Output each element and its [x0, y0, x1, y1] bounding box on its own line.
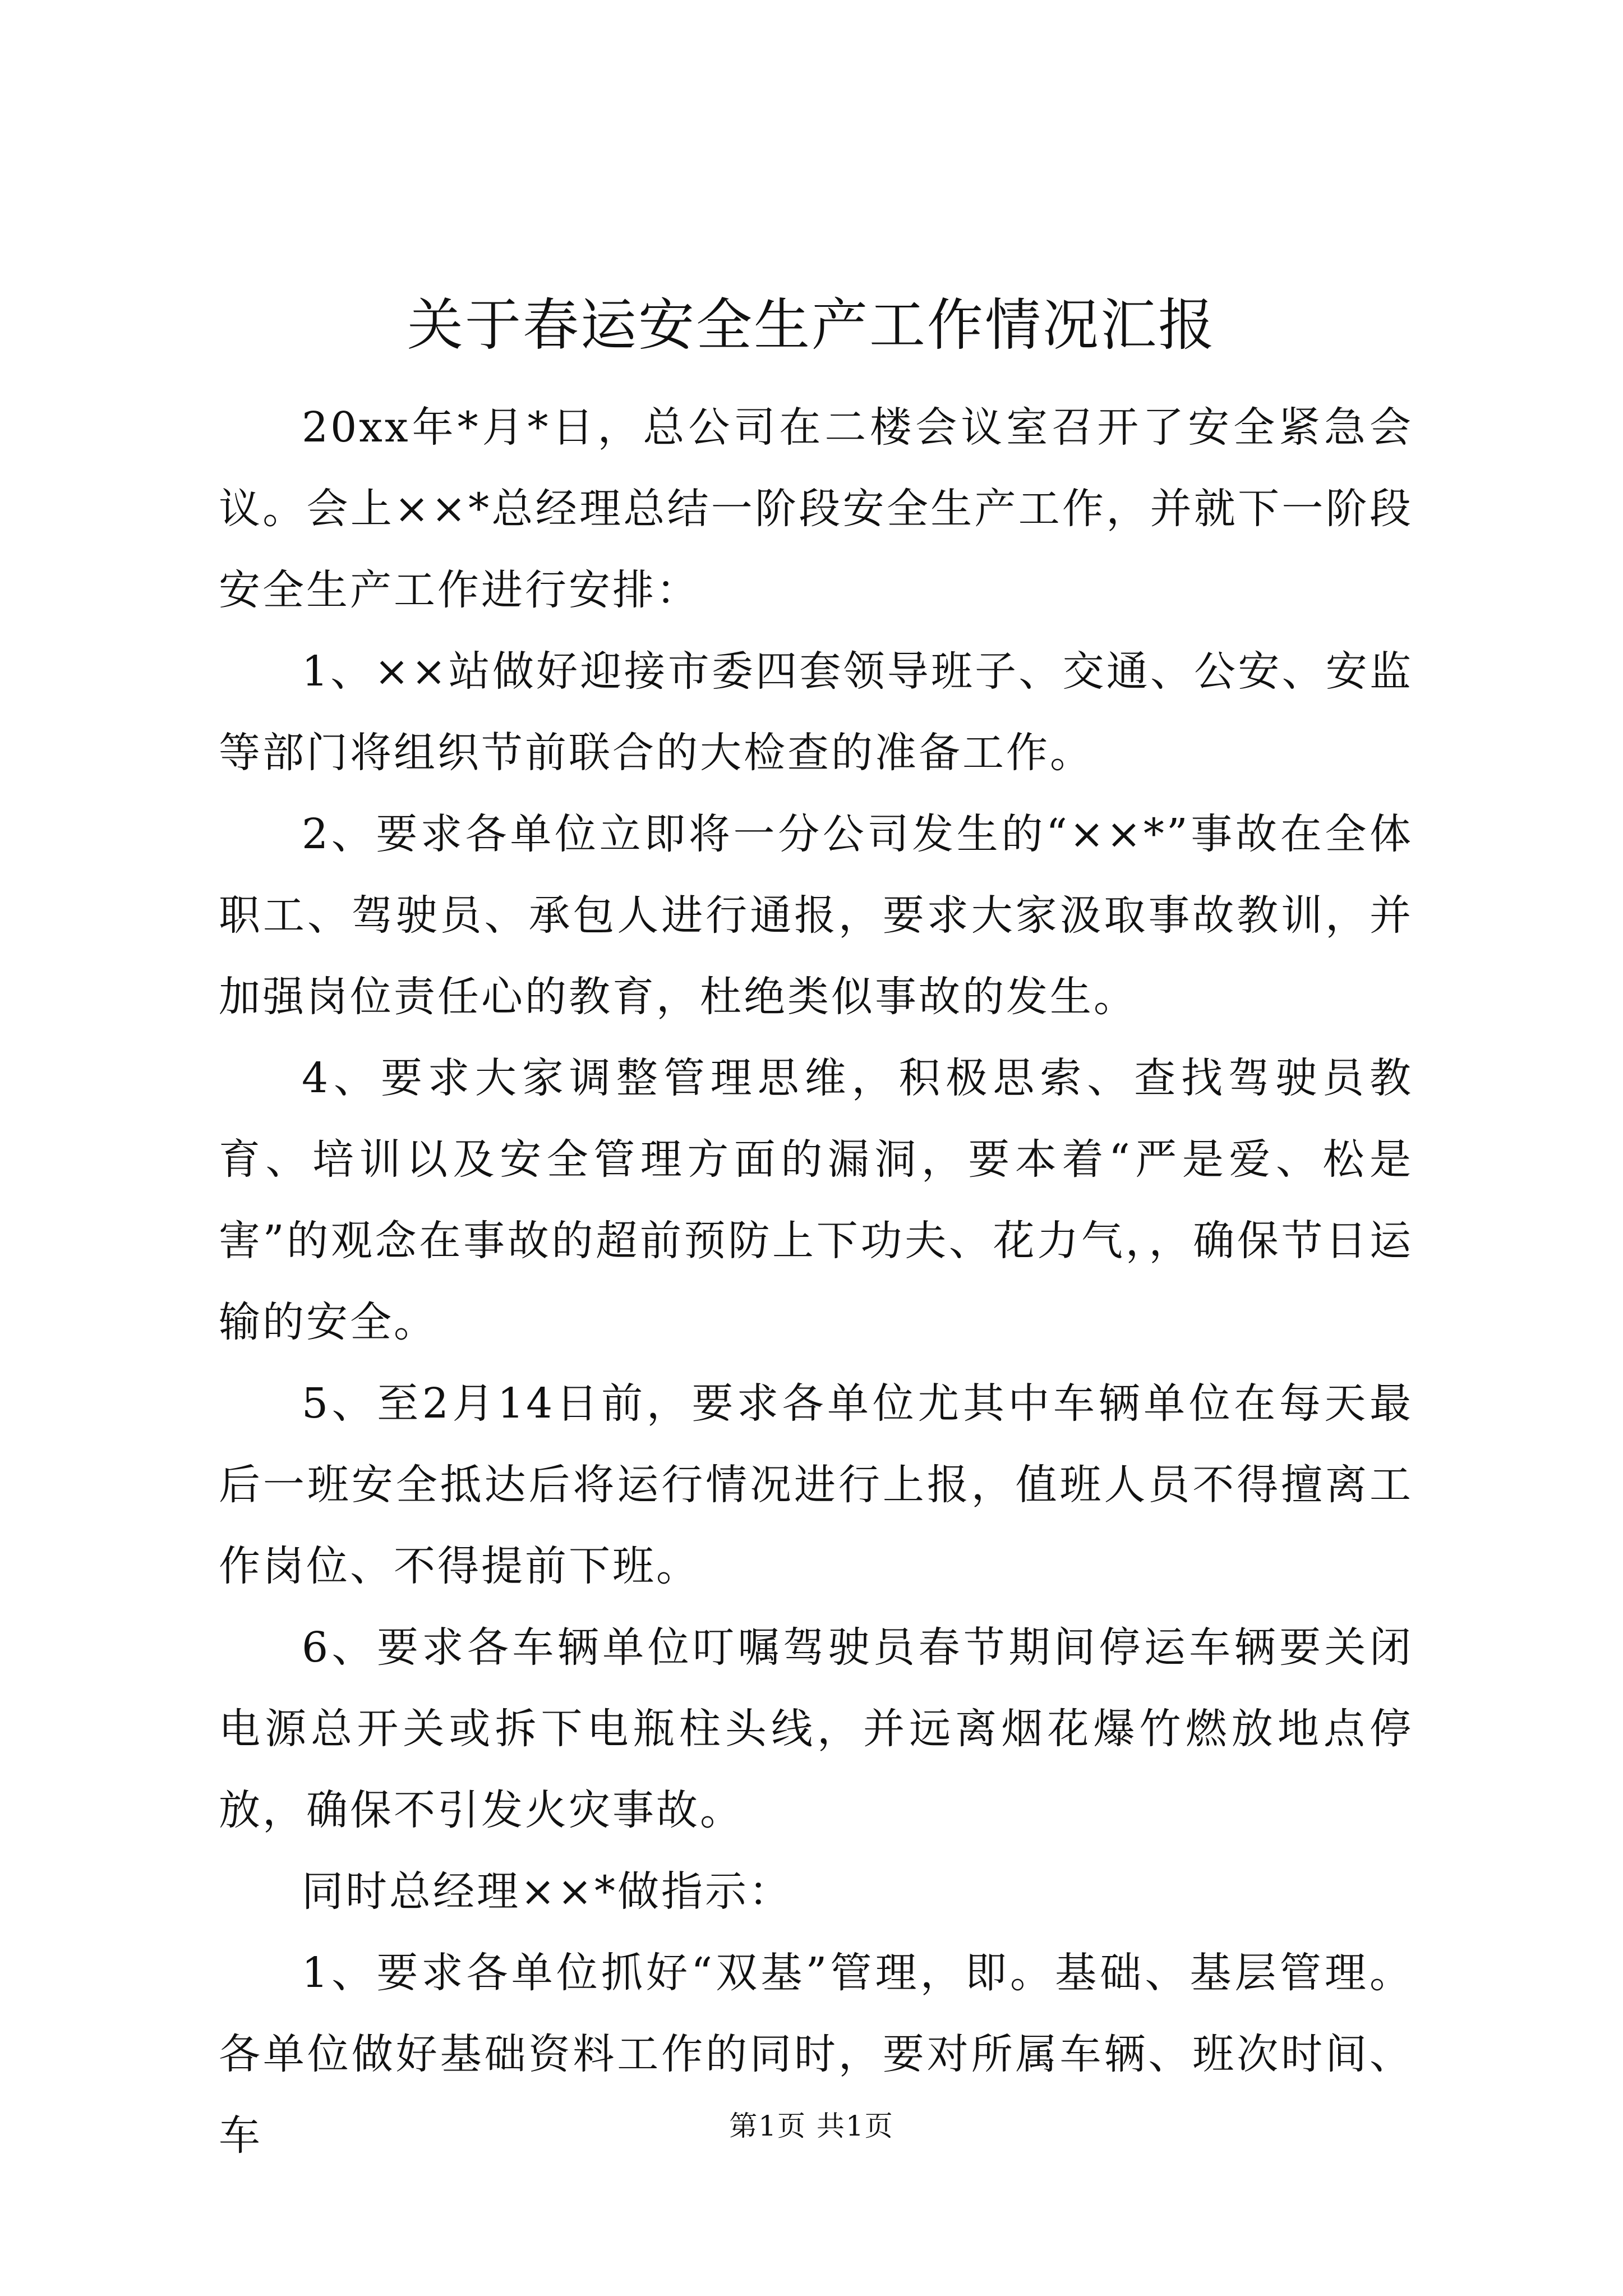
- paragraph: 5、至2月14日前，要求各单位尤其中车辆单位在每天最后一班安全抵达后将运行情况进行上报，值班人员不得擅离工作岗位、不得提前下班。: [219, 1379, 1413, 1590]
- paragraph: 4、要求大家调整管理思维，积极思索、查找驾驶员教育、培训以及安全管理方面的漏洞，要本着“严是爱、松是害”的观念在事故的超前预防上下功夫、花力气，，确保节日运输的安全。: [219, 1054, 1413, 1346]
- document-title: 关于春运安全生产工作情况汇报: [407, 292, 1216, 358]
- paragraph: 1、××站做好迎接市委四套领导班子、交通、公安、安监等部门将组织节前联合的大检查的准备工作。: [219, 647, 1413, 777]
- paragraph: 1、要求各单位抓好“双基”管理，即。基础、基层管理。各单位做好基础资料工作的同时，要对所属车辆、班次时间、车: [219, 1949, 1413, 2160]
- paragraph: 20xx年*月*日，总公司在二楼会议室召开了安全紧急会议。会上××*总经理总结一阶段安全生产工作，并就下一阶段安全生产工作进行安排：: [219, 403, 1413, 614]
- document-body: [219, 387, 1413, 2177]
- paragraph: 2、要求各单位立即将一分公司发生的“××*”事故在全体职工、驾驶员、承包人进行通报，要求大家汲取事故教训，并加强岗位责任心的教育，杜绝类似事故的发生。: [219, 810, 1413, 1021]
- paragraph: 同时总经理××*做指示：: [302, 1867, 793, 1916]
- paragraph: 6、要求各车辆单位叮嘱驾驶员春节期间停运车辆要关闭电源总开关或拆下电瓶柱头线，并远离烟花爆竹燃放地点停放，确保不引发火灾事故。: [219, 1623, 1413, 1834]
- page-footer: 第1页 共1页: [729, 2110, 894, 2142]
